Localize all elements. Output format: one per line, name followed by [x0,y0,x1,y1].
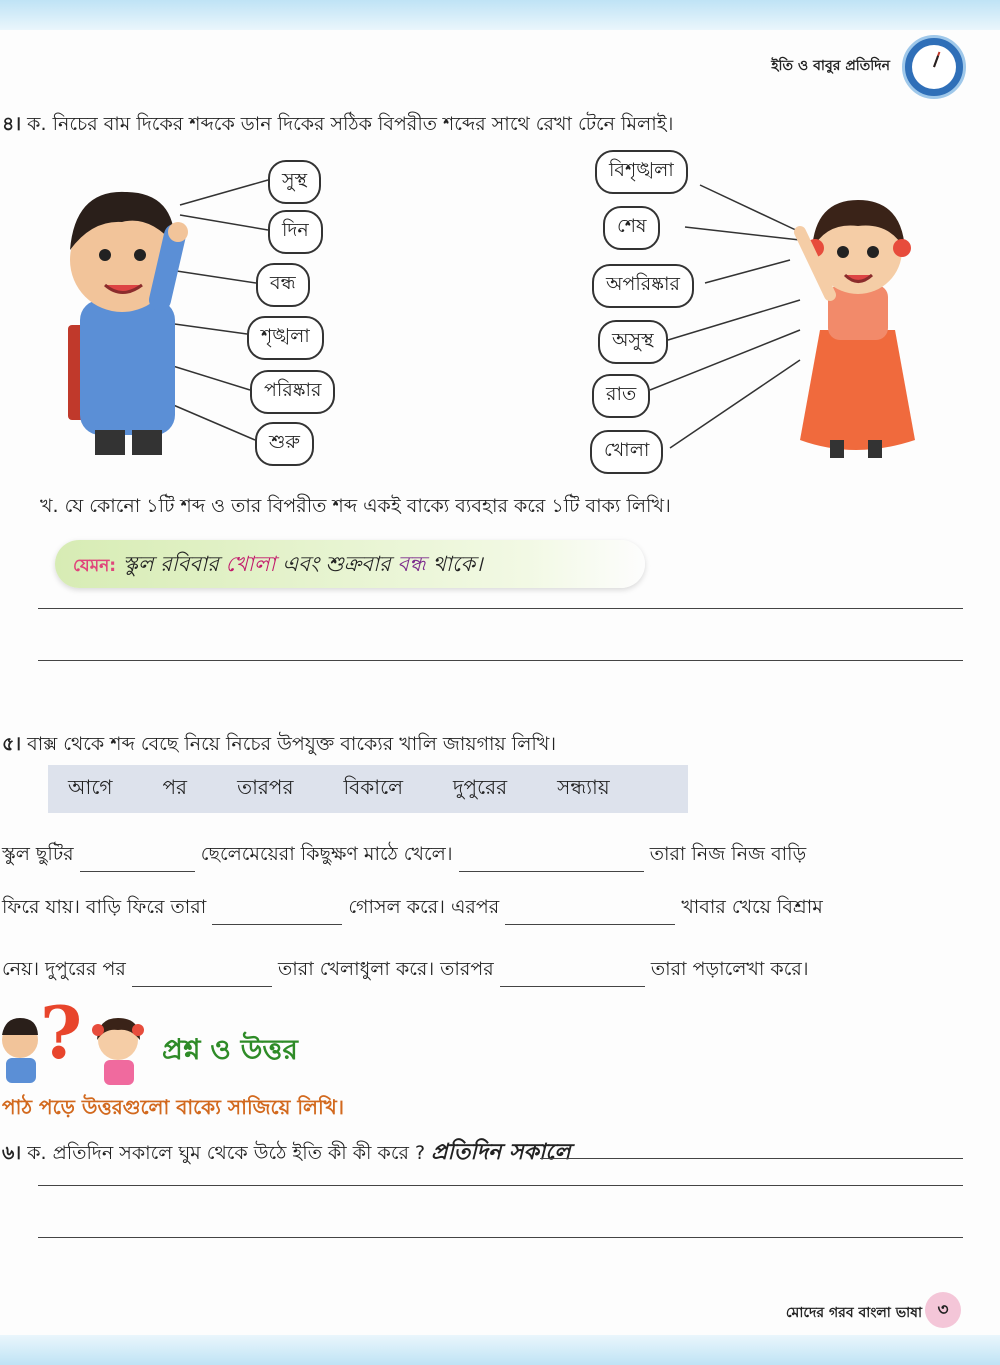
q4-b-text: যে কোনো ১টি শব্দ ও তার বিপরীত শব্দ একই বাক্যে ব্যবহার করে ১টি বাক্য লিখি। [64,495,671,517]
right-word-bubble[interactable]: রাত [592,374,650,418]
fill-text: স্কুল ছুটির [2,843,74,865]
right-word-bubble[interactable]: বিশৃঙ্খলা [595,150,688,194]
example-word-closed: বন্ধ [397,552,426,576]
q4-a-prefix: ক. [27,113,47,135]
left-word-bubble[interactable]: পরিষ্কার [250,370,335,414]
word-box-item: সন্ধ্যায় [557,774,610,799]
fill-text: তারা নিজ নিজ বাড়ি [649,843,807,865]
fill-text: ফিরে যায়। বাড়ি ফিরে তারা [2,896,207,918]
q5-text: বাক্স থেকে শব্দ বেছে নিয়ে নিচের উপযুক্ত বাক্যের খালি জায়গায় লিখি। [27,733,557,755]
word-box-item: পর [162,774,188,799]
q6-answer-start[interactable]: প্রতিদিন সকালে [431,1139,571,1165]
example-text: স্কুল রবিবার [122,552,226,576]
left-word-bubble[interactable]: শৃঙ্খলা [247,316,324,360]
fill-text: খাবার খেয়ে বিশ্রাম [681,896,823,918]
word-box-item: তারপর [237,774,294,799]
answer-line[interactable] [540,1158,963,1159]
q6-text: প্রতিদিন সকালে ঘুম থেকে উঠে ইতি কী কী করে ? [52,1142,426,1164]
qa-title: প্রশ্ন ও উত্তর [162,1033,298,1066]
answer-line[interactable] [38,1185,963,1186]
fill-text: নেয়। দুপুরের পর [2,958,126,980]
fill-text: তারা পড়ালেখা করে। [650,958,809,980]
right-word-bubble[interactable]: খোলা [590,430,663,474]
qa-subtitle: পাঠ পড়ে উত্তরগুলো বাক্যে সাজিয়ে লিখি। [2,1095,344,1119]
footer-text: মোদের গরব বাংলা ভাষা [785,1305,922,1321]
word-box-item: আগে [68,774,113,799]
example-label: যেমন: [73,556,117,576]
right-word-bubble[interactable]: অসুস্থ [598,320,668,364]
example-text: এবং শুক্রবার [275,552,398,576]
word-box-item: বিকালে [343,774,404,799]
example-word-open: খোলা [225,552,276,576]
answer-line[interactable] [38,1237,963,1238]
q6-question [2,1135,571,1172]
word-box-item: দুপুরের [453,774,508,799]
left-word-bubble[interactable]: শুরু [255,422,314,466]
question-mark-icon: ? [40,990,83,1075]
fill-text: গোসল করে। এরপর [348,896,500,918]
right-word-bubble[interactable]: শেষ [603,206,660,250]
q4-a-text: নিচের বাম দিকের শব্দকে ডান দিকের সঠিক বিপরীত শব্দের সাথে রেখা টেনে মিলাই। [52,113,674,135]
fill-text: ছেলেমেয়েরা কিছুক্ষণ মাঠে খেলে। [200,843,453,865]
left-word-bubble[interactable]: দিন [268,210,323,254]
left-word-bubble[interactable]: বন্ধ [256,263,310,307]
page-number: ৩ [925,1292,961,1328]
q4-number: ৪। [2,113,22,135]
left-word-bubble[interactable]: সুস্থ [268,160,321,204]
example-text: থাকে। [425,552,483,576]
q6-prefix: ক. [27,1142,47,1164]
chapter-title: ইতি ও বাবুর প্রতিদিন [771,58,890,74]
q6-number: ৬। [2,1142,22,1164]
fill-text: তারা খেলাধুলা করে। তারপর [277,958,494,980]
q4-b-prefix: খ. [40,495,59,517]
q5-number: ৫। [2,733,22,755]
right-word-bubble[interactable]: অপরিষ্কার [592,264,694,308]
